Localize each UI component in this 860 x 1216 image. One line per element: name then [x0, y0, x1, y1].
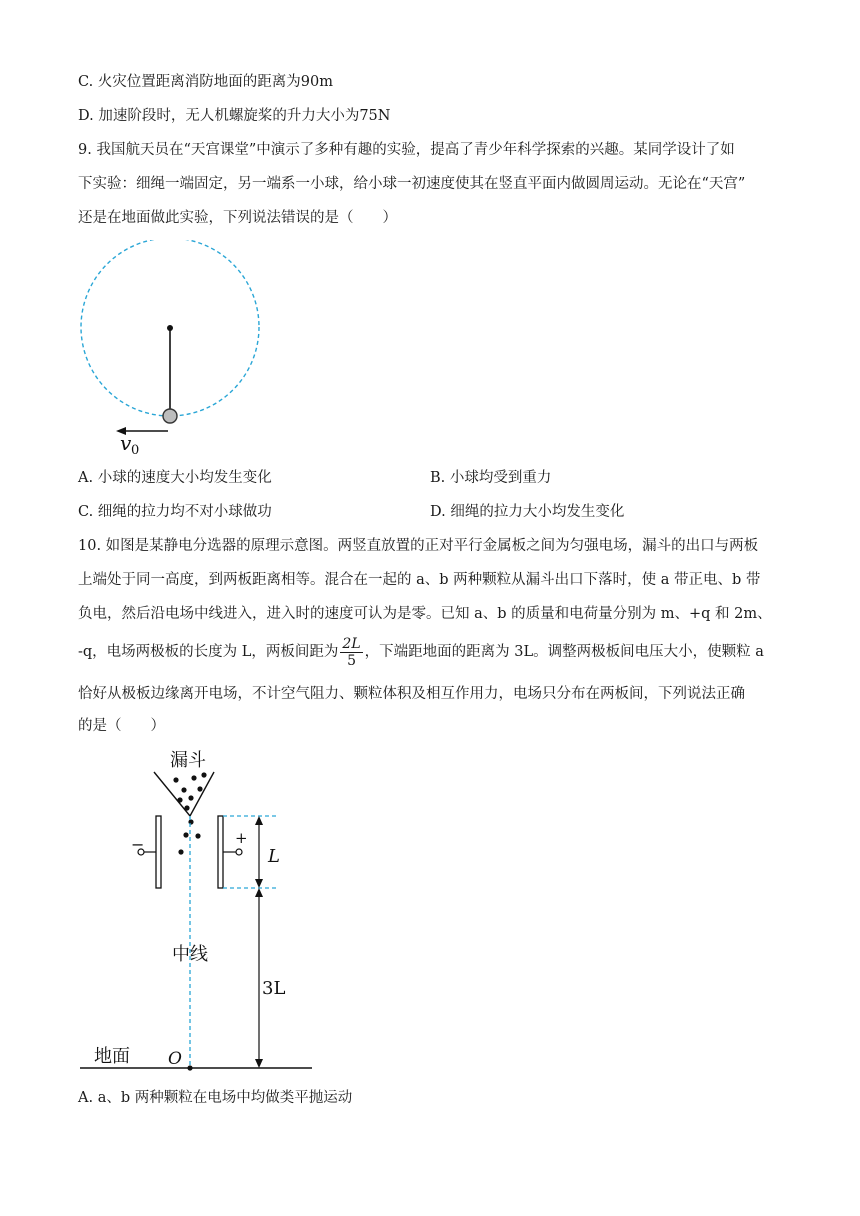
q10-separator-figure [70, 740, 330, 1080]
funnel-label: 漏斗 [170, 750, 206, 771]
q9-option-a: A. 小球的速度大小均发生变化 [78, 470, 272, 486]
minus-sign: − [131, 835, 145, 854]
q10-stem-line1: 10. 如图是某静电分选器的原理示意图。两竖直放置的正对平行金属板之间为匀强电场，漏斗的出口与两板 [78, 538, 759, 554]
q8-option-c: C. 火灾位置距离消防地面的距离为90m [78, 74, 333, 90]
q9-option-d: D. 细绳的拉力大小均发生变化 [430, 504, 625, 520]
q9-stem-line2: 下实验：细绳一端固定，另一端系一小球，给小球一初速度使其在竖直平面内做圆周运动。无论在“天宫” [78, 176, 746, 192]
q10-option-a: A. a、b 两种颗粒在电场中均做类平抛运动 [78, 1090, 353, 1106]
q9-option-c: C. 细绳的拉力均不对小球做功 [78, 504, 272, 520]
left-plate [156, 816, 161, 888]
dimension-L-arrow-top [255, 816, 263, 825]
origin-point [187, 1065, 192, 1070]
dimension-L-label: L [268, 846, 280, 867]
q9-circle-figure [70, 240, 280, 460]
q9-option-b: B. 小球均受到重力 [430, 470, 552, 486]
ball [163, 409, 177, 423]
q10-stem-line4-part2: ，下端距地面的距离为 3L。调整两极板间电压大小，使颗粒 a [364, 644, 764, 660]
q10-stem-line5: 恰好从极板边缘离开电场，不计空气阻力、颗粒体积及相互作用力，电场只分布在两板间，下列说法正确 [78, 686, 745, 702]
dimension-3L-arrow-top [255, 888, 263, 897]
q10-stem-line4 [78, 630, 764, 674]
plus-sign: + [235, 829, 248, 847]
midline-label: 中线 [172, 944, 208, 965]
funnel [154, 772, 214, 816]
q8-option-d: D. 加速阶段时，无人机螺旋桨的升力大小为75N [78, 108, 391, 124]
q9-stem-line3: 还是在地面做此实验，下列说法错误的是（ ） [78, 210, 397, 226]
particles [173, 772, 206, 854]
q10-stem-line6: 的是（ ） [78, 718, 165, 734]
q10-stem-line3: 负电，然后沿电场中线进入，进入时的速度可认为是零。已知 a、b 的质量和电荷量分别为 m、+q 和 2m、 [78, 606, 772, 622]
q9-stem-line1: 9. 我国航天员在“天宫课堂”中演示了多种有趣的实验，提高了青少年科学探索的兴趣。某同学设计了如 [78, 142, 735, 158]
right-plate [218, 816, 223, 888]
fraction-numerator: 2L [342, 635, 361, 652]
right-terminal [236, 849, 242, 855]
velocity-subscript: 0 [131, 443, 140, 458]
plate-gap-fraction [340, 636, 362, 669]
fraction-denominator: 5 [347, 652, 356, 669]
origin-label: O [168, 1049, 182, 1069]
q10-stem-line4-part1: -q，电场两极板的长度为 L，两板间距为 [78, 644, 339, 660]
q10-stem-line2: 上端处于同一高度，到两板距离相等。混合在一起的 a、b 两种颗粒从漏斗出口下落时，使 a 带正电、b 带 [78, 572, 761, 588]
velocity-label: v [120, 431, 132, 455]
ground-label: 地面 [94, 1046, 130, 1067]
dimension-L-arrow-bottom [255, 879, 263, 888]
dimension-3L-arrow-bottom [255, 1059, 263, 1068]
dimension-3L-label: 3L [262, 978, 286, 999]
